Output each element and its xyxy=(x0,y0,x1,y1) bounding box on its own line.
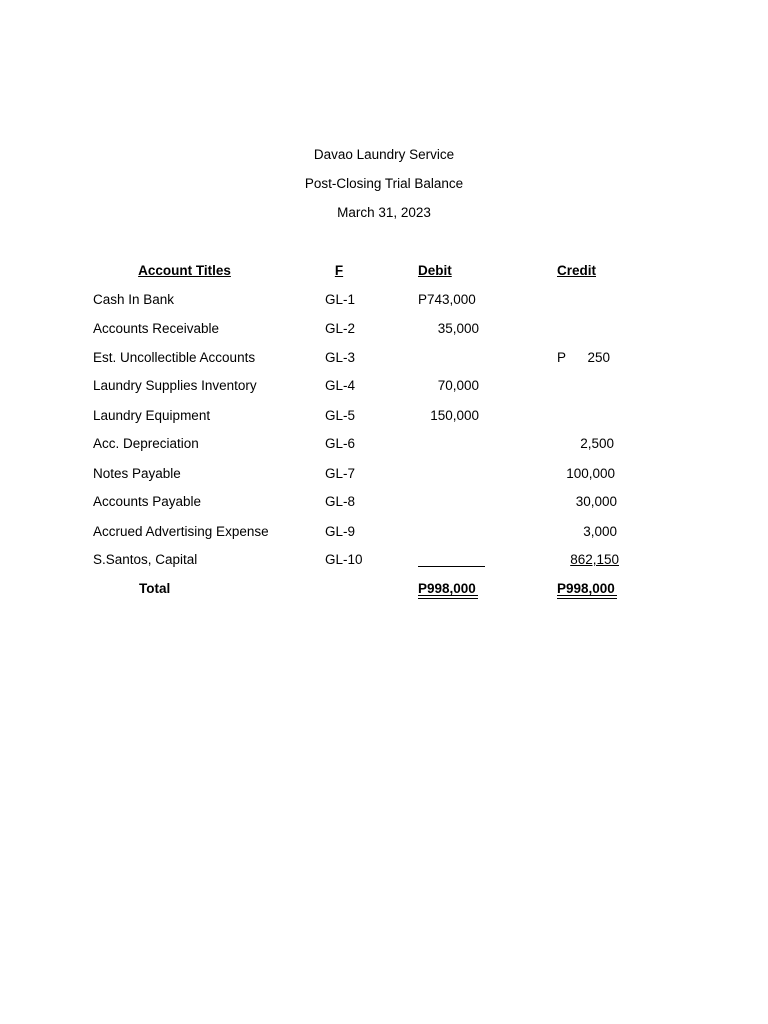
debit-subtotal-rule xyxy=(418,566,485,567)
row-4-folio: GL-4 xyxy=(325,378,356,393)
total-debit: P998,000 xyxy=(418,581,476,596)
header-debit: Debit xyxy=(418,263,452,278)
row-9-folio: GL-9 xyxy=(325,524,356,539)
row-10-credit: 862,150 xyxy=(570,552,619,567)
row-8-credit: 30,000 xyxy=(575,494,617,509)
row-1-title: Cash In Bank xyxy=(93,292,175,307)
row-6-credit: 2,500 xyxy=(580,436,614,451)
row-3-credit: 250 xyxy=(587,350,610,365)
total-debit-double-rule xyxy=(418,595,478,599)
row-8-title: Accounts Payable xyxy=(93,494,202,509)
company-name: Davao Laundry Service xyxy=(313,147,455,162)
row-2-title: Accounts Receivable xyxy=(93,321,220,336)
header-folio: F xyxy=(334,263,344,278)
header-credit: Credit xyxy=(557,263,597,278)
total-credit-double-rule xyxy=(557,595,617,599)
row-5-debit: 150,000 xyxy=(430,408,479,423)
header-account-titles: Account Titles xyxy=(138,263,231,278)
row-6-folio: GL-6 xyxy=(325,436,356,451)
row-2-debit: 35,000 xyxy=(437,321,479,336)
total-label: Total xyxy=(139,581,171,596)
total-credit: P998,000 xyxy=(557,581,615,596)
row-3-credit-prefix: P xyxy=(557,350,567,365)
row-4-title: Laundry Supplies Inventory xyxy=(93,378,257,393)
row-7-folio: GL-7 xyxy=(325,466,356,481)
row-9-credit: 3,000 xyxy=(583,524,617,539)
row-7-title: Notes Payable xyxy=(93,466,181,481)
row-5-folio: GL-5 xyxy=(325,408,356,423)
row-1-folio: GL-1 xyxy=(325,292,356,307)
row-10-title: S.Santos, Capital xyxy=(93,552,198,567)
row-2-folio: GL-2 xyxy=(325,321,356,336)
row-6-title: Acc. Depreciation xyxy=(93,436,199,451)
row-7-credit: 100,000 xyxy=(566,466,615,481)
row-9-title: Accrued Advertising Expense xyxy=(93,524,269,539)
row-5-title: Laundry Equipment xyxy=(93,408,211,423)
row-3-title: Est. Uncollectible Accounts xyxy=(93,350,256,365)
row-3-folio: GL-3 xyxy=(325,350,356,365)
report-date: March 31, 2023 xyxy=(337,205,431,220)
report-title: Post-Closing Trial Balance xyxy=(304,176,464,191)
row-10-folio: GL-10 xyxy=(325,552,363,567)
row-1-debit: P743,000 xyxy=(418,292,476,307)
row-4-debit: 70,000 xyxy=(437,378,479,393)
row-8-folio: GL-8 xyxy=(325,494,356,509)
